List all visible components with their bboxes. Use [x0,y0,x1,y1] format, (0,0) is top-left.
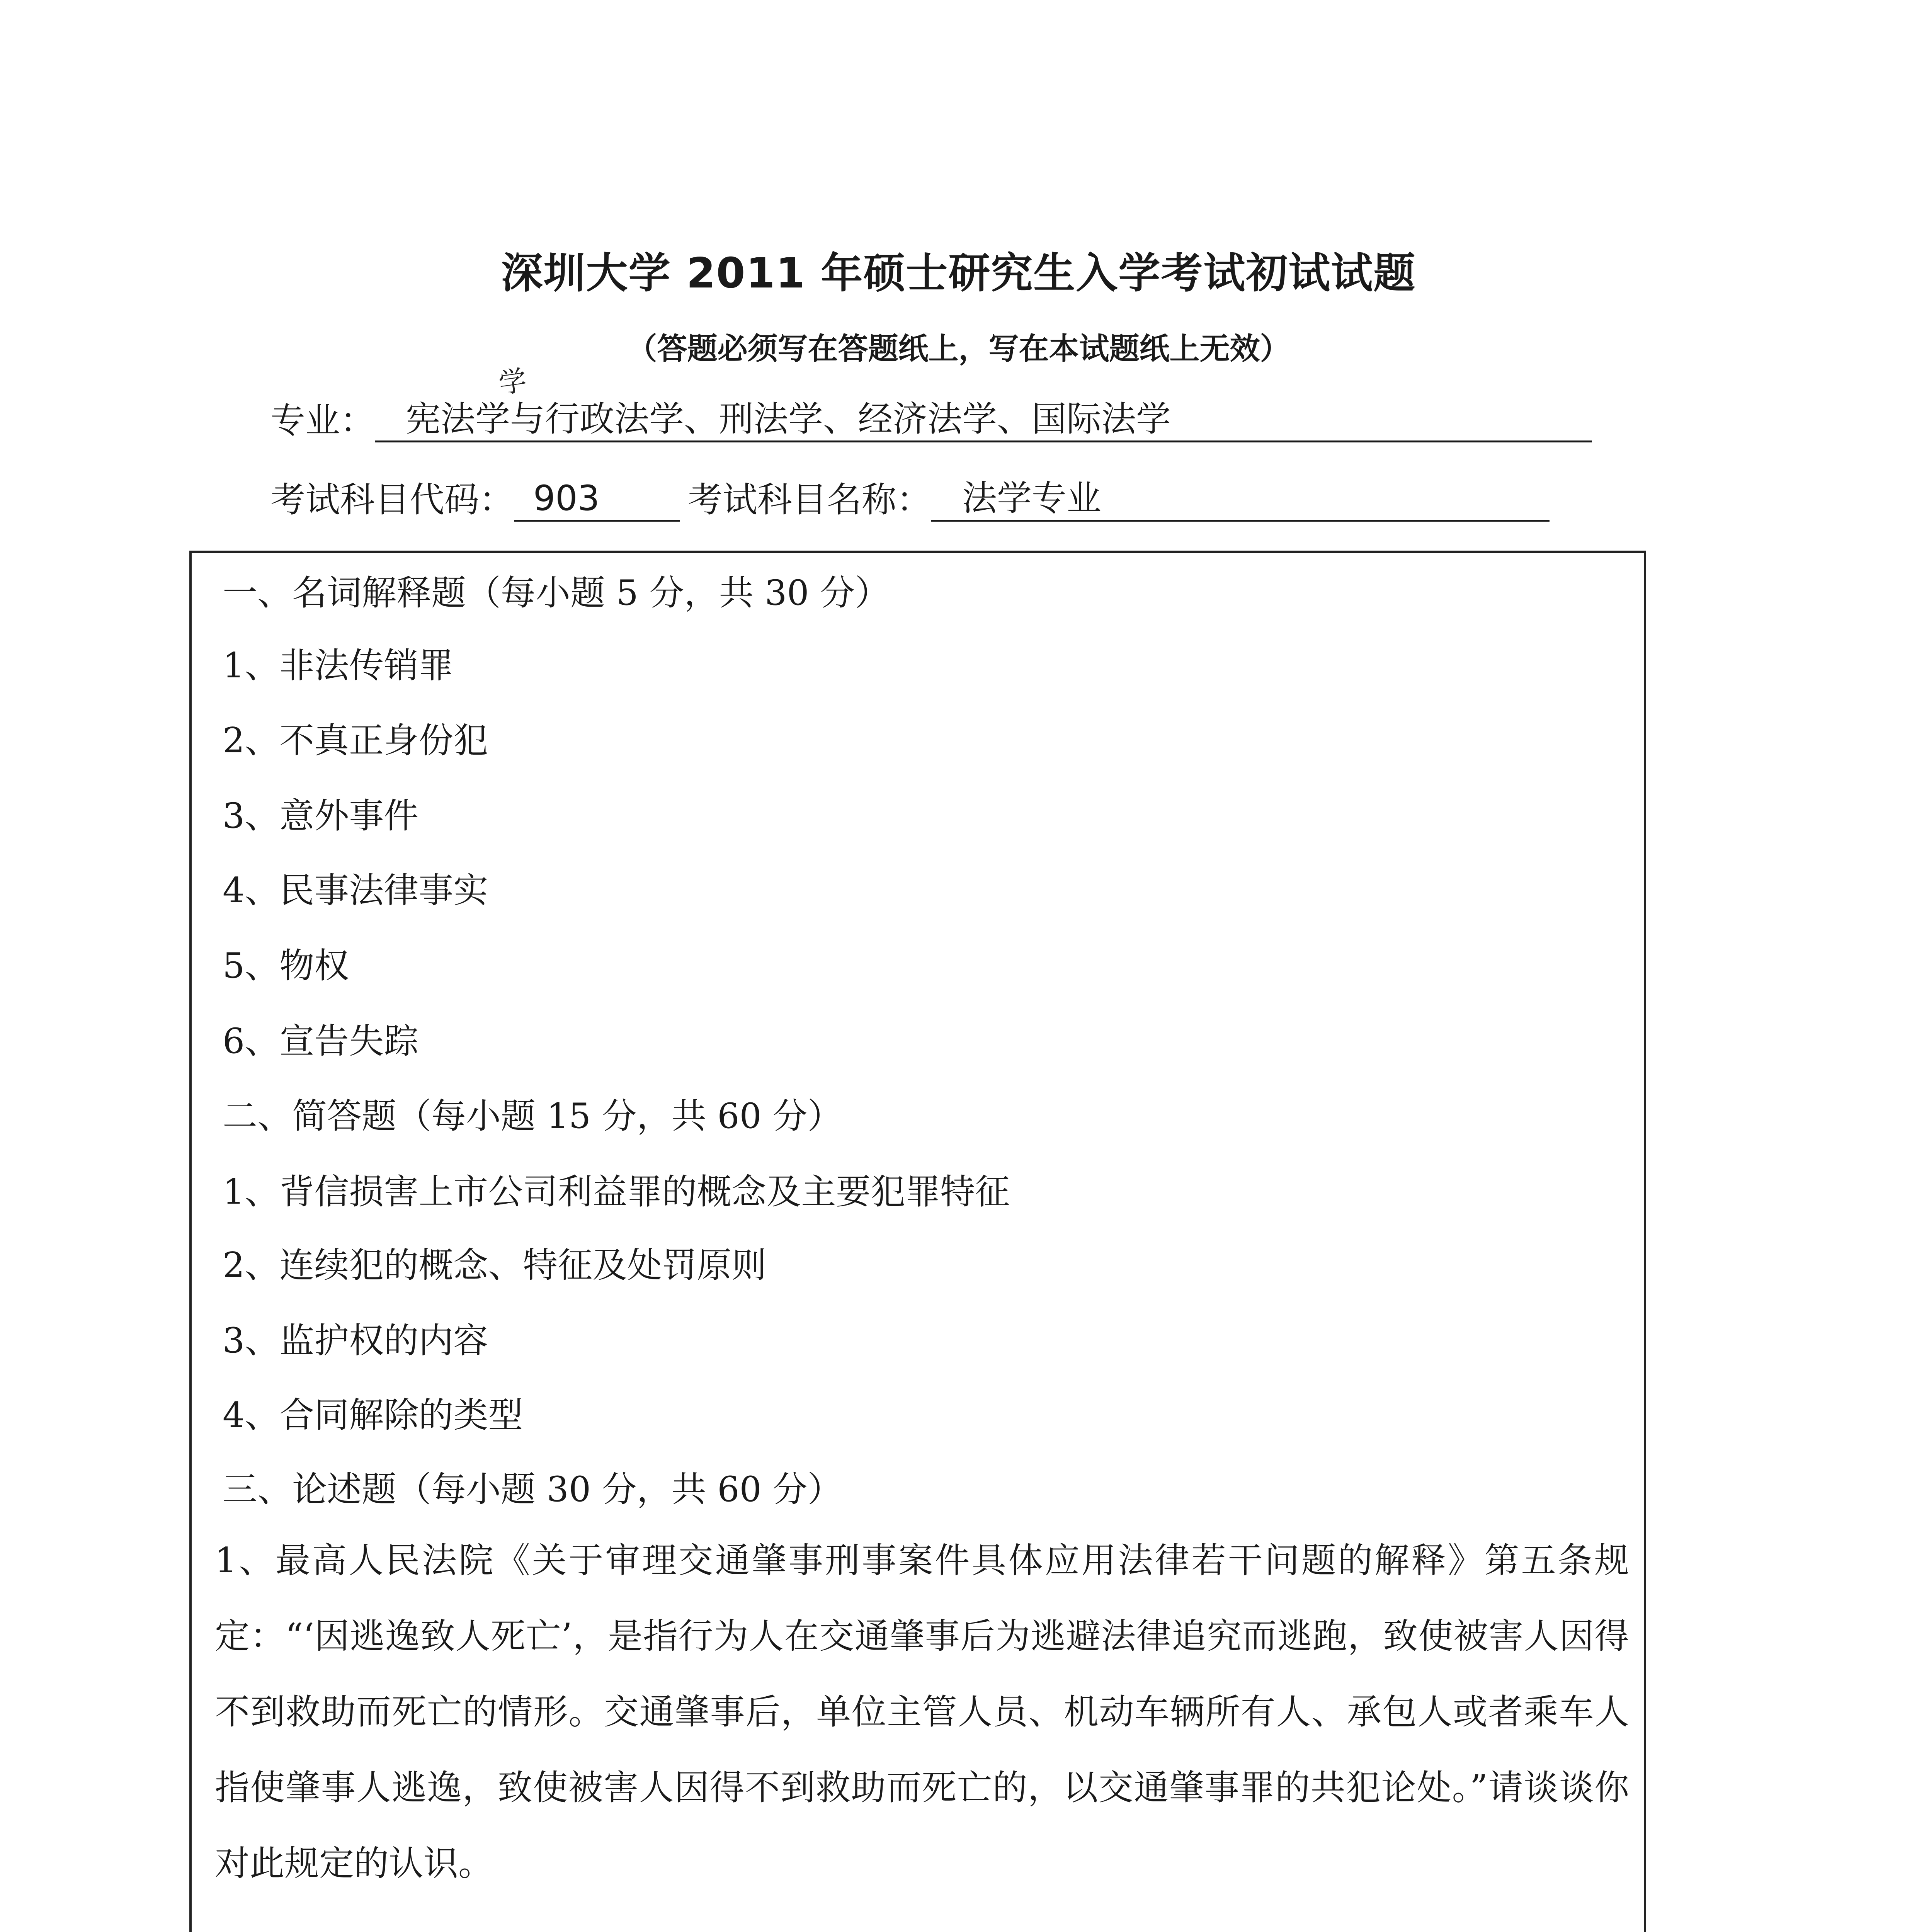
question-item: 6、宣告失踪 [223,1021,419,1061]
essay-question-1: 1、最高人民法院《关于审理交通肇事刑事案件具体应用法律若干问题的解释》第五条规定：“‘因逃逸致人死亡’，是指行为人在交通肇事后为逃避法律追究而逃跑，致使被害人因得不到救助而死亡的情形。交通肇事后，单位主管人员、机动车辆所有人、承包人或者乘车人指使肇事人逃逸，致使被害人因得不到救助而死亡的，以交通肇事罪的共犯论处。”请谈谈你对此规定的认识。 [215,1540,1629,1884]
question-item: 3、监护权的内容 [223,1320,488,1361]
section-heading-short-answer: 二、简答题（每小题 15 分，共 60 分） [223,1096,842,1136]
question-item: 3、意外事件 [223,796,419,836]
question-item: 4、民事法律事实 [223,870,488,911]
subject-code-label: 考试科目代码： [270,480,514,520]
question-item: 1、背信损害上市公司利益罪的概念及主要犯罪特征 [223,1172,1010,1212]
section-heading-terms: 一、名词解释题（每小题 5 分，共 30 分） [223,573,890,613]
question-item: 1、非法传销罪 [223,645,454,686]
question-box [189,551,1646,1932]
major-label: 专业： [270,400,375,441]
question-item: 2、不真正身份犯 [223,720,488,761]
subject-code-value: 903 [514,475,680,522]
handwritten-correction: 学 [497,364,529,400]
answer-notice: （答题必须写在答题纸上，写在本试题纸上无效） [627,332,1290,366]
page-title: 深圳大学 2011 年硕士研究生入学考试初试试题 [501,249,1416,298]
subject-code-field [270,471,1550,522]
major-field [270,392,1592,442]
question-item: 5、物权 [223,946,349,986]
subject-name-label: 考试科目名称： [688,480,931,520]
question-item: 2、连续犯的概念、特征及处罚原则 [223,1245,767,1286]
major-value: 宪法学与行政法学、刑法学、经济法学、国际法学 [375,396,1592,442]
question-item: 4、合同解除的类型 [223,1395,523,1435]
section-heading-essay: 三、论述题（每小题 30 分，共 60 分） [223,1469,842,1510]
subject-name-value: 法学专业 [931,475,1550,522]
